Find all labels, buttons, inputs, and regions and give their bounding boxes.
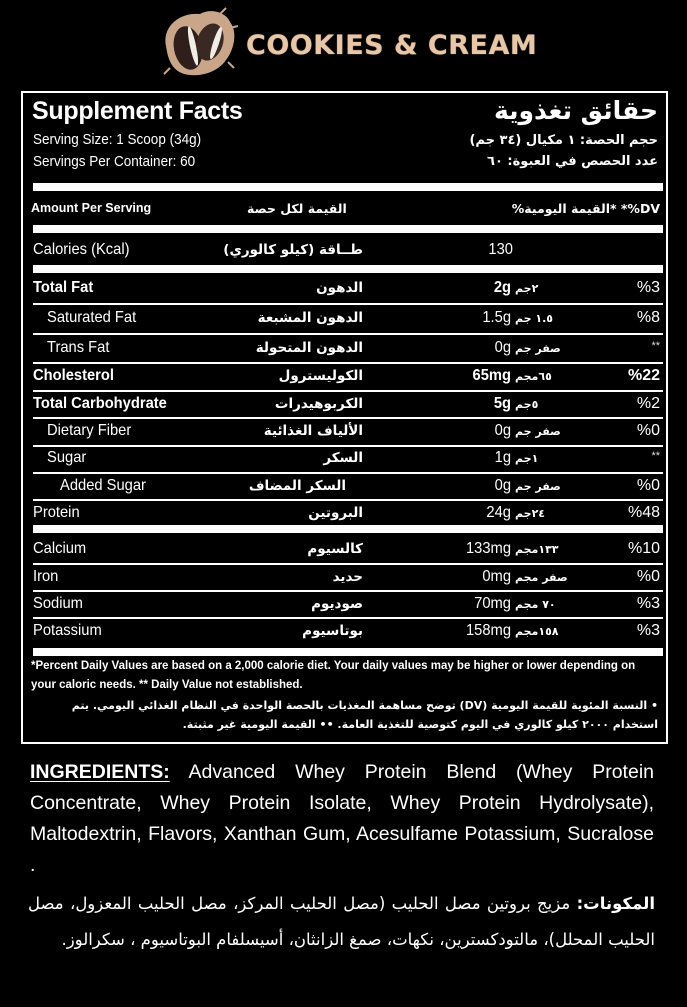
nutrient-name-ar: بوتاسيوم [302, 623, 363, 639]
nutrient-dv: ** [651, 450, 660, 462]
nutrient-name-ar: صوديوم [311, 596, 363, 612]
nutrient-name-ar: الدهون المتحولة [255, 340, 363, 356]
nutrient-dv: %8 [636, 309, 660, 326]
nutrient-amount-ar: صفر جم [515, 425, 561, 438]
nutrient-amount-ar: ٥جم [515, 398, 539, 411]
nutrient-row-total-carbohydrate [23, 393, 666, 417]
divider-thin [33, 390, 663, 392]
flavor-name: COOKIES & CREAM [246, 30, 538, 61]
serving-size-ar: حجم الحصة: ١ مكيال (٣٤ جم) [469, 133, 658, 148]
nutrient-amount: 133mg [465, 540, 511, 557]
nutrient-amount: 1g [494, 449, 511, 466]
nutrient-row-sodium [23, 593, 666, 617]
nutrient-dv: %0 [636, 477, 660, 494]
footnote-en: *Percent Daily Values are based on a 2,000 calorie diet. Your daily values may be higher or lower depending on your caloric needs. ** Daily Value not established. [31, 660, 636, 691]
product-header [0, 0, 687, 90]
supplement-facts-panel [21, 91, 668, 744]
nutrient-name-en: Iron [33, 568, 59, 585]
servings-per-container-ar: عدد الحصص في العبوة: ٦٠ [487, 154, 658, 169]
divider-thin [33, 472, 663, 474]
nutrient-amount: 0mg [482, 568, 511, 585]
nutrient-row-trans-fat [23, 337, 666, 361]
nutrient-amount-ar: ١.٥ جم [515, 312, 553, 325]
calories-value: 130 [488, 241, 513, 258]
nutrient-name-en: Total Carbohydrate [33, 395, 167, 412]
nutrient-name-en: Dietary Fiber [47, 422, 132, 439]
nutrient-dv: %10 [627, 540, 660, 557]
nutrient-amount: 0g [494, 422, 511, 439]
calories-row [23, 239, 666, 263]
nutrient-amount: 0g [494, 477, 511, 494]
nutrient-name-en: Trans Fat [47, 339, 110, 356]
nutrient-amount-ar: ٧٠ مجم [515, 598, 556, 611]
nutrient-dv: %0 [636, 422, 660, 439]
ingredients-label-en: INGREDIENTS: [30, 761, 170, 783]
nutrient-name-ar: البروتين [308, 505, 363, 521]
nutrient-amount-ar: صفر جم [515, 342, 561, 355]
nutrient-name-ar: الدهون المشبعة [257, 310, 363, 326]
nutrient-name-ar: الكوليسترول [278, 368, 363, 384]
nutrient-amount-ar: ١٥٨مجم [515, 625, 559, 638]
divider-thin [33, 617, 663, 619]
facts-title-ar: حقائق تغذوية [493, 96, 658, 125]
nutrient-name-en: Sodium [33, 595, 83, 612]
ingredients-text-en: Advanced Whey Protein Blend (Whey Protein Concentrate, Whey Protein Isolate, Whey Protein Hydrolysate), Maltodextrin, Flavors, Xanthan Gum, Acesulfame Potassium, Sucralose . [30, 761, 654, 876]
footnote-ar: • النسبة المئوية للقيمة اليومية (DV) توضح مساهمة المغذيات بالحصة الواحدة في النظام الغذائي اليومي. يتم استخدام ٢٠٠٠ كيلو كالوري في اليوم كتوصية للتغذية العامة. •• القيمة اليومية غير مثبتة. [71, 699, 658, 731]
servings-per-container-en: Servings Per Container: 60 [33, 153, 196, 170]
nutrient-row-potassium [23, 620, 666, 644]
divider-thin [33, 333, 663, 335]
nutrient-name-ar: حديد [332, 569, 363, 585]
nutrient-amount-ar: ٢٤جم [515, 507, 545, 520]
divider-thin [33, 499, 663, 501]
nutrient-name-ar: السكر [323, 450, 363, 466]
nutrient-row-cholesterol [23, 365, 666, 389]
nutrient-dv: %3 [636, 622, 660, 639]
nutrient-name-ar: الكربوهيدرات [274, 396, 363, 412]
nutrient-row-added-sugar [23, 475, 666, 499]
divider-thick [33, 525, 663, 533]
ingredients-text-ar: مزيج بروتين مصل الحليب (مصل الحليب المركز، مصل الحليب المعزول، مصل الحليب المحلل)، مالتودكسترين، نكهات، صمغ الزانثان، أسيسلفام البوتاسيوم ، سكرالوز. [28, 894, 655, 949]
amount-per-serving-header: Amount Per Serving [31, 201, 152, 215]
nutrient-amount-ar: ٦٥مجم [515, 370, 552, 383]
divider-thin [33, 563, 663, 565]
nutrient-row-total-fat [23, 277, 666, 301]
nutrient-amount-ar: ١٣٣مجم [515, 543, 559, 556]
nutrient-name-en: Sugar [47, 449, 87, 466]
nutrient-dv: %0 [636, 568, 660, 585]
divider-thin [33, 303, 663, 305]
nutrient-name-en: Potassium [33, 622, 102, 639]
divider-thin [33, 362, 663, 364]
nutrient-name-en: Total Fat [33, 279, 94, 296]
divider-thick [33, 648, 663, 656]
nutrient-amount: 0g [494, 339, 511, 356]
nutrient-row-saturated-fat [23, 307, 666, 331]
nutrient-dv: %2 [636, 395, 660, 412]
amount-per-serving-header-ar: القيمة لكل حصة [247, 201, 347, 216]
facts-title-en: Supplement Facts [32, 97, 243, 125]
nutrient-amount-ar: ١جم [515, 452, 539, 465]
nutrient-row-calcium [23, 538, 666, 562]
nutrient-dv: ** [651, 340, 660, 352]
ingredients-label-ar: المكونات: [576, 894, 655, 913]
nutrient-name-en: Protein [33, 504, 80, 521]
nutrient-amount: 158mg [465, 622, 511, 639]
calories-label-en: Calories (Kcal) [33, 241, 130, 258]
nutrient-amount: 70mg [474, 595, 511, 612]
calories-label-ar: طــاقة (كيلو كالوري) [223, 242, 363, 258]
ingredients-ar [28, 886, 655, 958]
nutrient-name-en: Calcium [33, 540, 87, 557]
nutrient-name-en: Saturated Fat [47, 309, 137, 326]
nutrient-amount-ar: صفر جم [515, 480, 561, 493]
nutrient-name-ar: الدهون [316, 280, 363, 296]
nutrient-amount-ar: صفر مجم [515, 571, 568, 584]
nutrient-name-ar: كالسيوم [307, 541, 363, 557]
daily-value-header: %القيمة اليومية* *%DV [511, 201, 660, 216]
divider-thin [33, 590, 663, 592]
divider-thick [33, 265, 663, 273]
nutrient-dv: %22 [627, 367, 660, 384]
nutrient-name-en: Added Sugar [60, 477, 146, 494]
nutrient-row-iron [23, 566, 666, 590]
nutrient-amount: 24g [486, 504, 511, 521]
divider-thick [33, 183, 663, 191]
divider-thick [33, 225, 663, 233]
nutrient-amount-ar: ٢جم [515, 282, 539, 295]
nutrient-name-en: Cholesterol [33, 367, 114, 384]
nutrient-name-ar: الألياف الغذائية [263, 423, 363, 439]
nutrient-dv: %48 [627, 504, 660, 521]
nutrient-row-protein [23, 502, 666, 526]
nutrient-name-ar: السكر المضاف [248, 478, 346, 494]
nutrient-amount: 5g [493, 395, 511, 412]
divider-thin [33, 417, 663, 419]
nutrient-amount: 2g [493, 279, 511, 296]
nutrient-amount: 1.5g [482, 309, 511, 326]
serving-size-en: Serving Size: 1 Scoop (34g) [33, 131, 202, 148]
nutrient-row-dietary-fiber [23, 420, 666, 444]
nutrient-amount: 65mg [472, 367, 511, 384]
nutrient-dv: %3 [636, 595, 660, 612]
ingredients-en [30, 757, 654, 881]
cookies-splash-icon [160, 6, 238, 80]
nutrient-row-sugar [23, 447, 666, 471]
nutrient-dv: %3 [636, 279, 660, 296]
